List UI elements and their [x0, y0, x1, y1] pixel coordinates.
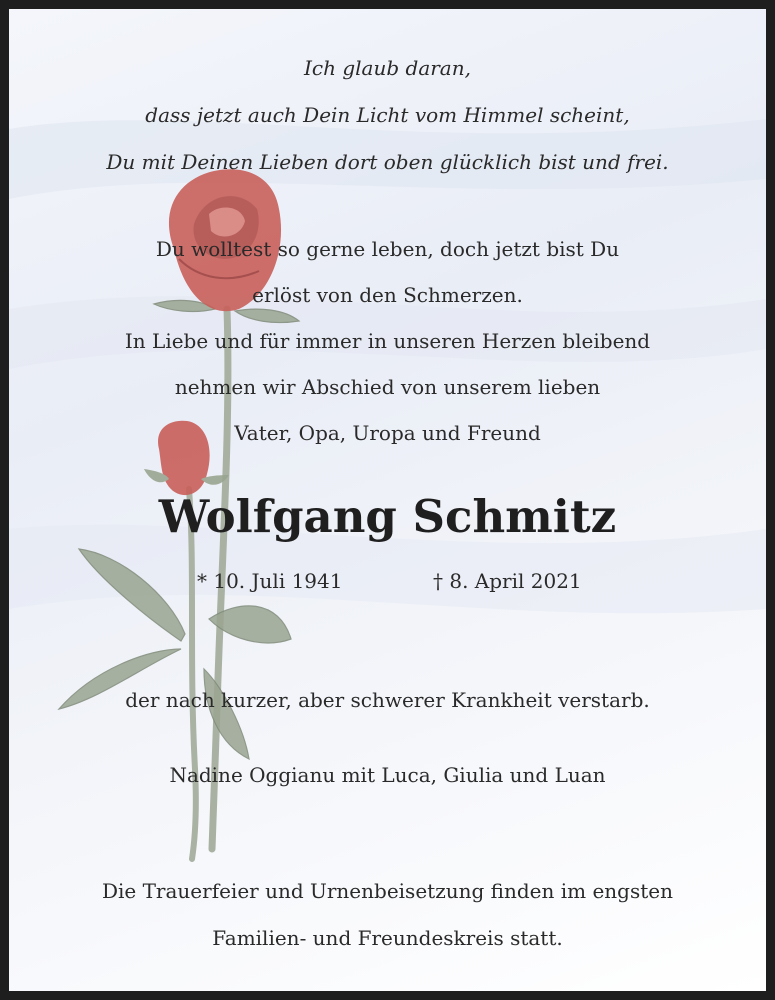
poem-line-2: dass jetzt auch Dein Licht vom Himmel scheint, — [145, 103, 630, 127]
poem-line-3: Du mit Deinen Lieben dort oben glücklich bist und frei. — [106, 150, 669, 174]
message-line-3: In Liebe und für immer in unseren Herzen bleibend — [124, 329, 651, 353]
message-line-5: Vater, Opa, Uropa und Freund — [234, 421, 541, 445]
mourners-line: Nadine Oggianu mit Luca, Giulia und Luan — [169, 763, 606, 787]
poem-line-1: Ich glaub daran, — [304, 56, 471, 80]
message-line-2: erlöst von den Schmerzen. — [252, 283, 523, 307]
message-line-4: nehmen wir Abschied von unserem lieben — [174, 375, 601, 399]
cause-of-death: der nach kurzer, aber schwerer Krankheit verstarb. — [125, 688, 650, 712]
death-date: † 8. April 2021 — [433, 569, 582, 593]
deceased-name: Wolfgang Schmitz — [158, 490, 617, 543]
ceremony-line-2: Familien- und Freundeskreis statt. — [212, 926, 563, 950]
ceremony-line-1: Die Trauerfeier und Urnenbeisetzung finden im engsten — [101, 879, 674, 903]
message-line-1: Du wolltest so gerne leben, doch jetzt bist Du — [155, 237, 620, 261]
obituary-text — [9, 9, 766, 991]
birth-date: * 10. Juli 1941 — [197, 569, 343, 593]
